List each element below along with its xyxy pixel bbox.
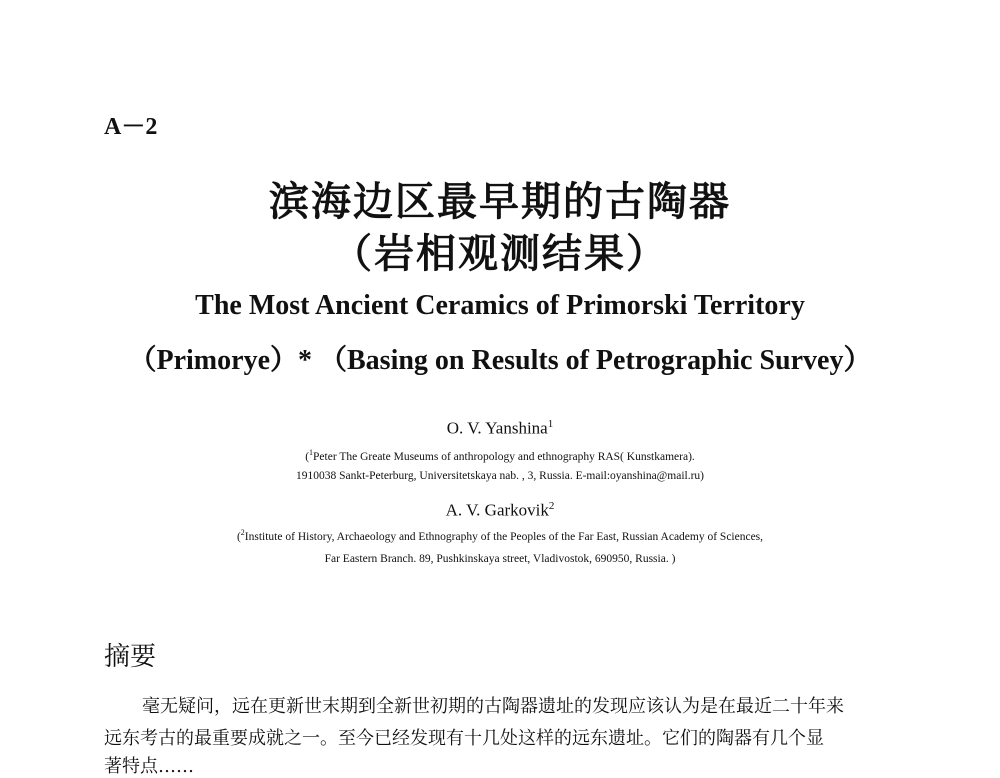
abstract-heading: 摘要 <box>104 642 157 672</box>
english-title-line-1: The Most Ancient Ceramics of Primorski Territory <box>195 290 805 321</box>
author-2-marker: 2 <box>548 500 555 512</box>
author-2-affiliation-line-1: ($^2$Institute of History, Archaeology and Ethnography of the Peoples of the Far East, Russian Academy of Sciences, <box>236 528 764 543</box>
author-1-name: O. V. Yanshina <box>446 418 548 438</box>
abstract-line-1: 毫无疑问，远在更新世末期到全新世初期的古陶器遗址的发现应该认为是在最近二十年来 <box>142 696 844 717</box>
author-2-name: A. V. Garkovik <box>445 500 549 520</box>
affiliation-1-text: Peter The Greate Museums of anthropology and ethnography RAS( Kunstkamera). <box>313 450 695 463</box>
author-2 <box>0 500 1000 521</box>
author-1-affiliation-line-2: 1910038 Sankt-Peterburg, Universitetskaya nab. , 3, Russia. E-mail:oyanshina@mail.ru) <box>295 470 704 482</box>
author-2-affiliation-line-2: Far Eastern Branch. 89, Pushkinskaya street, Vladivostok, 690950, Russia. ) <box>324 553 676 565</box>
section-code: A－2 <box>104 114 158 140</box>
author-1-marker: 1 <box>547 418 554 430</box>
author-1-affiliation-line-1: ($^1$Peter The Greate Museums of anthropology and ethnography RAS( Kunstkamera). <box>305 448 695 463</box>
abstract-line-3: 著特点…… <box>104 756 194 777</box>
chinese-title-line-2: （岩相观测结果） <box>332 230 668 277</box>
english-title-line-2: （Primorye）* （Basing on Results of Petrographic Survey） <box>128 345 872 376</box>
affiliation-1-marker: 1 <box>309 448 314 457</box>
affiliation-2-marker: 2 <box>240 528 245 537</box>
chinese-title-line-1: 滨海边区最早期的古陶器 <box>269 178 731 225</box>
affiliation-2-text: Institute of History, Archaeology and Ethnography of the Peoples of the Far East, Russian Academy of Sciences, <box>244 530 764 543</box>
author-1 <box>0 418 1000 439</box>
abstract-line-2: 远东考古的最重要成就之一。至今已经发现有十几处这样的远东遗址。它们的陶器有几个显 <box>104 728 824 749</box>
